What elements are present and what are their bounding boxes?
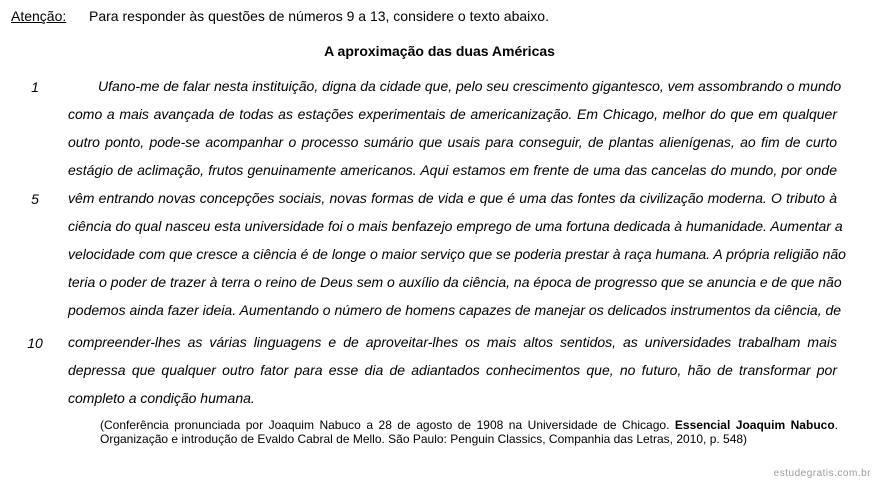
citation-part1: (Conferência pronunciada por Joaquim Nabuco a 28 de agosto de 1908 na Universidade de Chicago. [100,418,675,432]
site-watermark: estudegratis.com.br [773,468,871,479]
citation-part2: . Organização e introdução de Evaldo Cabral de Mello. São Paulo: Penguin Classics, Companhia das Letras, 2010, p. 548) [100,418,838,446]
passage-line: velocidade com que cresce a ciência é de longe o maior serviço que se poderia prestar à raça humana. A própria religião não [68,246,846,262]
attention-label: Atenção: [11,8,67,24]
passage-line: ciência do qual nasceu esta universidade foi o mais benfazejo emprego de uma fortuna dedicada à humanidade. Aumentar a [68,218,843,234]
attention-header [11,8,549,24]
instruction-text: Para responder às questões de números 9 a 13, considere o texto abaixo. [89,8,549,24]
passage-line: como a mais avançada de todas as estações experimentais de americanização. Em Chicago, melhor do que em qualquer [68,106,837,122]
passage-line: Ufano-me de falar nesta instituição, digna da cidade que, pelo seu crescimento gigantesco, vem assombrando o mundo [98,78,842,94]
source-citation [100,418,838,446]
passage-line: completo a condição humana. [68,390,255,406]
passage-line: estágio de aclimação, frutos genuinamente americanos. Aqui estamos em frente de uma das cancelas do mundo, por onde [68,162,837,178]
line-number-1: 1 [31,79,39,95]
line-number-10: 10 [27,335,43,351]
passage-line: compreender-lhes as várias linguagens e de aproveitar-lhes os mais altos sentidos, as universidades trabalham mais [68,334,837,350]
citation-book-title: Essencial Joaquim Nabuco [674,418,835,432]
passage-line: vêm entrando novas concepções sociais, novas formas de vida e que é uma das fontes da civilização moderna. O tributo à [68,190,837,206]
passage-line: teria o poder de trazer à terra o reino de Deus sem o auxílio da ciência, na época de progresso que se anuncia e de que não [68,274,842,290]
line-number-5: 5 [31,191,39,207]
text-title: A aproximação das duas Américas [324,43,555,59]
passage-line: podemos ainda fazer ideia. Aumentando o número de homens capazes de manejar os delicados instrumentos da ciência, de [68,302,842,318]
passage-line: depressa que qualquer outro fator para esse dia de adiantados conhecimentos que, no futuro, hão de transformar por [68,362,837,378]
passage-line: outro ponto, pode-se acompanhar o processo sumário que usais para conseguir, de plantas alienígenas, ao fim de curto [68,134,837,150]
